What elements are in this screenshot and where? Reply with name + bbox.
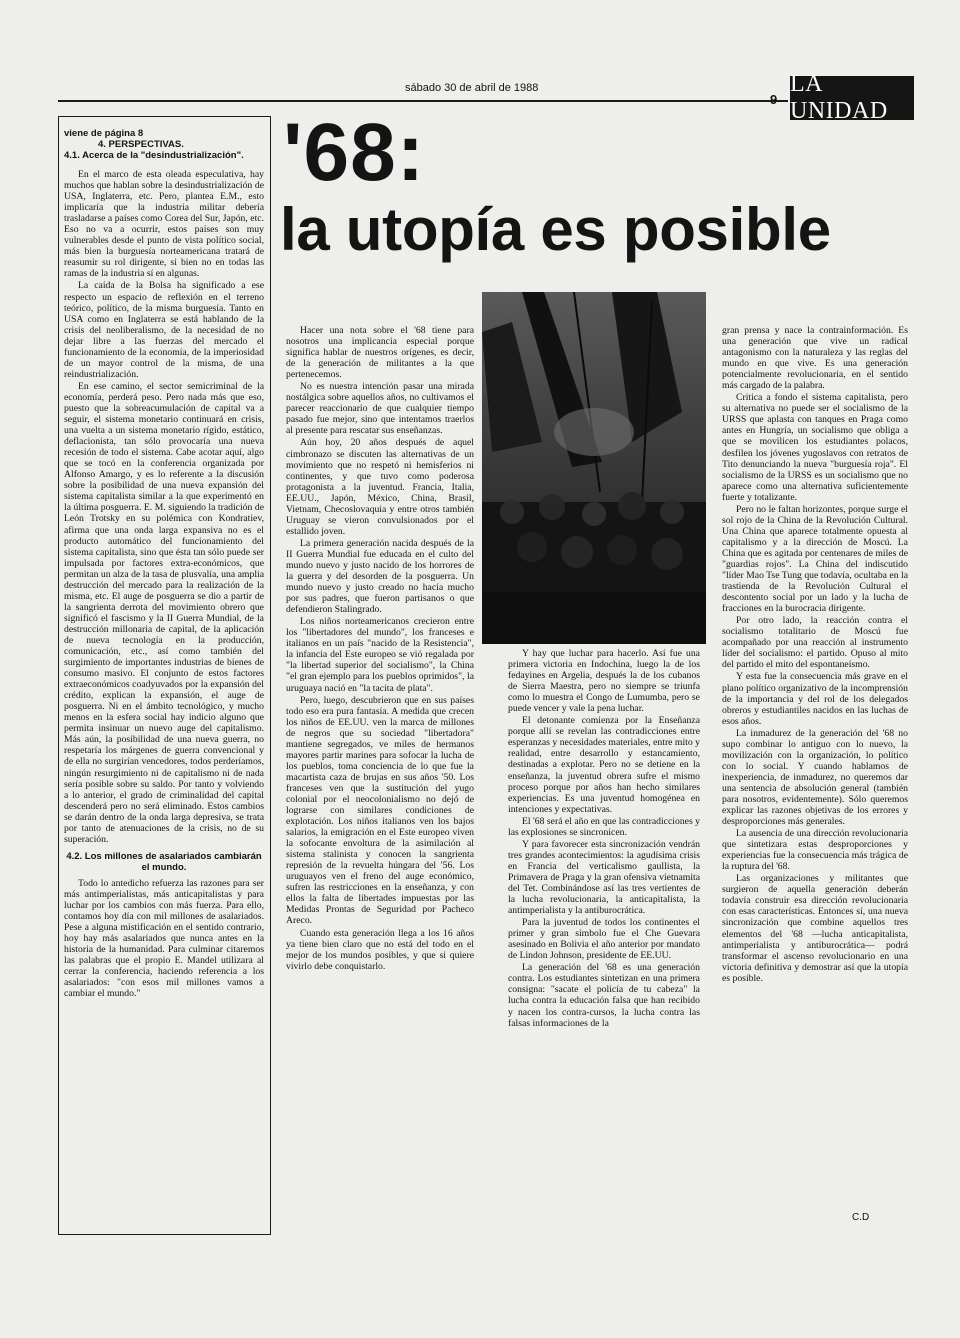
article-paragraph: El detonante comienza por la Enseñanza porque allí se revelan las contradicciones entre esperanzas y necesidades materiales, entre mito y realidad, entre desarrollo y estancamiento, destinadas a explotar. Pero no se detiene en la enseñanza, la juventud obrera sufre el mismo proceso porque por años han hecho similares experiencias. Es una juventud homogénea en intenciones y expectativas.: [508, 715, 700, 815]
photo-image: [482, 292, 706, 644]
article-paragraph: Todo lo antedicho refuerza las razones para ser más antimperialistas, más anticapitalistas y para luchar por los cambios con más fuerza. Para ello, contamos hoy día con mil millones de asalariados. Pese a alguna mistificación en el sentido contrario, hoy hay más asalariados que nunca antes en la historia de la humanidad. Para culminar citaremos las palabras que el propio E. Mandel utilizara al cerrar la conferencia, haciendo referencia a los asalariados: "con esos mil millones vamos a cambiar el mundo.": [64, 877, 264, 1000]
article-paragraph: No es nuestra intención pasar una mirada nostálgica sobre aquellos años, no cultivamos el parecer reaccionario de que cualquier tiempo pasado fue mejor, sino que intentamos traerlos al presente para rescatar sus enseñanzas.: [286, 381, 474, 437]
article-paragraph: La generación del '68 es una generación contra. Los estudiantes sintetizan en una primera consigna: "sacate el policía de tu cabeza" la lucha contra la educación falsa que han recibido y nacen los contra-cursos, la lucha contra las falsas informaciones de la: [508, 962, 700, 1029]
article-paragraph: Pero no le faltan horizontes, porque surge el sol rojo de la China de la Revolución Cultural. Una China que aparece totalmente opuesta al capitalismo y a la dirección de Moscú. La China que es agitada por centenares de miles de "guardias rojos". La China del indiscutido "líder Mao Tse Tung que todavía, ocultaba en la trastienda de la Revolución Cultural el descontento social por un lado y la lucha de fracciones en la burocracia dirigente.: [722, 503, 908, 615]
protest-photo: [482, 292, 706, 644]
article-paragraph: Pero, luego, descubrieron que en sus países todo eso era pura fantasía. A medida que crecen los niños de EE.UU. ven la marca de millones de negros que su sociedad "libertadora" mantiene segregados, ve miles de hermanos mayores partir marines para sofocar la lucha de los pueblos, toma conciencia de lo que fue la macartista caza de brujas en sus años '50. Los franceses ven que la sustitución del yugo colonial por el neocolonialismo no dejó de lograrse con similares condiciones de explotación. Los niños italianos ven los bajos salarios, la emigración en el Este europeo viven la sofocante envoltura de la asimilación al sistema stalinista y conocen la sangrienta represión de la revuelta húngara del '56. Los uruguayos ven el freno del auge económico, sufren las restricciones en la enseñanza, y con ellos la falta de libertades impuestas por las Medidas Prontas de Seguridad por Pacheco Areco.: [286, 694, 474, 927]
article-paragraph: Los niños norteamericanos crecieron entre los "libertadores del mundo", los franceses e italianos en un país "nacido de la Resistencia", la infancia del Este europeo se vió regalada por "la libertad superior del socialismo", la China "el gran ejemplo para los pueblos oprimidos", la uruguaya nació en "la tacita de plata".: [286, 616, 474, 694]
masthead: LA UNIDAD: [790, 76, 914, 120]
article-paragraph: Las organizaciones y militantes que surgieron de aquella generación deberán todavía construir esa dirección revolucionaria con esas características. Entonces sí, una nueva sincronización que combine aquellos tres elementos del '68 —lucha anticapitalista, antimperialista y antiburocrática— podrá transformar el ascenso revolucionario en una victoria definitiva y demostrar así que la utopía es posible.: [722, 873, 908, 984]
article-paragraph: Critica a fondo el sistema capitalista, pero su alternativa no puede ser el socialismo de la URSS que aplasta con tanques en Praga como antes en Hungría, un socialismo que obliga a que se movilicen los estudiantes polacos, desfilen los jóvenes yugoslavos con retratos de Tito denunciando la nueva "burguesía roja". El socialismo de la URSS es un socialismo que no aparece como una alternativa suficientemente fuerte y totalizante.: [722, 392, 908, 503]
article-paragraph: La caída de la Bolsa ha significado a ese respecto un espacio de reflexión en el terreno teórico, político, de la misma burguesía. Tanto en USA como en Inglaterra se está hablando de la crisis del neoliberalismo, de la necesidad de no dejar libre a las fuerzas del mercado el funcionamiento de la economía, de la imperiosidad de un mayor control de la misma, de una reindustrialización.: [64, 280, 264, 380]
headline-title: la utopía es posible: [280, 196, 831, 263]
header-rule: [58, 100, 788, 102]
article-paragraph: La primera generación nacida después de la II Guerra Mundial fue educada en el culto del mundo nuevo y justo nacido de los horrores de la guerra y del desorden de la posguerra. Un mundo nuevo y justo creado no hacía mucho por sus padres, que fueron partisanos o que defendieron Stalingrado.: [286, 537, 474, 616]
page-number: 9: [770, 92, 778, 107]
article-paragraph: Y esta fue la consecuencia más grave en el plano político organizativo de la incomprensión de la importancia y del rol de los delegados obreros y estudiantiles nacidos en las luchas de esos años.: [722, 671, 908, 727]
article-paragraph: Para la juventud de todos los continentes el primer y gran símbolo fue el Che Guevara asesinado en Bolivia el año anterior por mandato de Lindon Johnson, presidente de EE.UU.: [508, 917, 700, 962]
article-paragraph: En el marco de esta oleada especulativa, hay muchos que hablan sobre la desindustrialización de USA, Inglaterra, etc. Pero, plantea E.M., esto implicaría que la industria militar debería trasladarse a países como Corea del Sur, Japón, etc. Eso no va a ocurrir, estos países son muy vulnerables desde el punto de vista político social, más bien la burguesía norteamericana tratará de reasumir su rol dirigente, si bien no en todas las ramas de la industria sí en algunas.: [64, 169, 264, 280]
issue-date: sábado 30 de abril de 1988: [405, 82, 539, 94]
article-paragraph: En ese camino, el sector semicriminal de la economía, perderá peso. Pero nada más que eso, puesto que la sobreacumulación de capital va a seguir, el sistema monetario continuará en crisis, una vuelta a un sistema monetario rígido, estático, deflacionista, tan sólo provocaría una nueva recesión de todo el sistema. Cabe acotar aquí, algo que se tocó en la conferencia organizada por Alfonso Amargo, y es lo referente a la discusión sobre la posibilidad de una nueva expansión del sistema capitalista similar a la que experimentó en la última posguerra. E. M. siguiendo la tradición de León Trotsky en su polémica con Kondratiev, afirma que una onda larga expansiva no es el producto automático del funcionamiento del sistema capitalista, sino que ésta tan sólo puede ser impulsada por factores extra-económicos, que permitan un alza de la tasa de plusvalía, una amplia destrucción del mercado para la realización de la misma, etc. El auge de posguerra se dio a partir de la sangrienta derrota del movimiento obrero que significó el fascismo y la II Guerra Mundial, de la destrucción millonaria de capital, de la aplicación de nueva tecnología en la producción, comunicación, etc., así como también del surgimiento de importantes industrias de bienes de consumo masivo. El conjunto de estos factores extraeconómicos coadyuvados por la expansión del crédito, explican la expansión, el auge de posguerra. Ni en el ámbito tecnológico, y mucho menos en la esfera social hay indicio alguno que permita insinuar un nuevo auge del capitalismo. Más aún, la posibilidad de una nueva guerra, no respetaría los márgenes de guerra convencional y de ella no surgirían vencedores, todos perderíamos, ningún resurgimiento ni de capitalismo ni de nada sería posible sobre su saldo. Por tanto y volviendo a lo anterior, el grado de criminalidad del capital descenderá pero no será eliminado. Estos cambios se darán dentro de la onda larga depresiva, se trata por tanto de atenuaciones de la crisis, no de su superación.: [64, 380, 264, 845]
section-heading: 4. PERSPECTIVAS.: [98, 139, 184, 150]
article-paragraph: Hacer una nota sobre el '68 tiene para nosotros una implicancia especial porque significa hablar de nuestros orígenes, es decir, de la generación de militantes a la que pertenecemos.: [286, 325, 474, 381]
right-column: [722, 325, 908, 1213]
lower-middle-column: [508, 648, 700, 1220]
headline-year: '68:: [283, 107, 426, 198]
left-column-border-right: [270, 116, 271, 1234]
article-paragraph: Y para favorecer esta sincronización vendrán tres grandes acontecimientos: la agudísima crisis en Francia del verticalismo gaullista, la Primavera de Praga y la gran ofensiva vietnamita del Tet. Combinándose así las tres vertientes de la lucha revolucionaria, la anticapitalista, la antimperialista y la antiburocrática.: [508, 838, 700, 917]
article-paragraph: gran prensa y nace la contrainformación. Es una generación que vive un radical antagonismo con la naturaleza y las reglas del mundo en que vive. Es una generación potencialmente revolucionaria, en el sentido más cargado de la palabra.: [722, 325, 908, 392]
article-paragraph: Y hay que luchar para hacerlo. Así fue una primera victoria en Indochina, luego la de los fedayines en Argelia, después la de los cubanos de Sierra Maestra, pero no siempre se triunfa como lo muestra el Congo de Lumumba, pero se puede vencer y vale la pena luchar.: [508, 648, 700, 715]
middle-column: [286, 325, 474, 1220]
left-column-border-left: [58, 116, 59, 1234]
article-paragraph: Por otro lado, la reacción contra el socialismo totalitario de Moscú fue acompañado por una reacción al instrumento líder del socialismo: el partido. Opuso al mito del partido el mito del espontaneísmo.: [722, 615, 908, 671]
article-paragraph: La ausencia de una dirección revolucionaria que sintetizara estas desproporciones y experiencias fue la consecuencia más trágica de la ruptura del '68.: [722, 828, 908, 873]
subsection-heading: 4.1. Acerca de la "desindustrialización".: [64, 150, 244, 161]
article-paragraph: La inmadurez de la generación del '68 no supo combinar lo antiguo con lo nuevo, la movilización con la organización, lo político con lo social. Y cuando hablamos de inexperiencia, de inmadurez, no queremos dar una sentencia de absolución general (también para nosotros, evidentemente). Sólo queremos explicar las razones objetivas de los errores y desproporciones más generales.: [722, 727, 908, 828]
article-paragraph: Aún hoy, 20 años después de aquel cimbronazo se discuten las alternativas de un movimiento que no respetó ni hemisferios ni continentes, y que tuvo como poderosa protagonista a la juventud. Francia, Italia, EE.UU., Japón, México, China, Brasil, Vietnam, Checoslovaquia y entre otros también Uruguay se vieron convulsionados por el estallido joven.: [286, 437, 474, 537]
left-column-top-rule: [58, 116, 270, 117]
left-column-bottom-rule: [58, 1234, 271, 1235]
author-signature: C.D: [852, 1212, 870, 1223]
continued-from: viene de página 8: [64, 128, 144, 139]
subsection-heading: 4.2. Los millones de asalariados cambiarán el mundo.: [66, 850, 262, 873]
article-paragraph: El '68 será el año en que las contradicciones y las explosiones se sincronicen.: [508, 815, 700, 838]
left-column: [64, 128, 264, 1228]
article-paragraph: Cuando esta generación llega a los 16 años ya tiene bien claro que no está del todo en el mejor de los mundos posibles, y que si quiere vivirlo debe conquistarlo.: [286, 927, 474, 972]
